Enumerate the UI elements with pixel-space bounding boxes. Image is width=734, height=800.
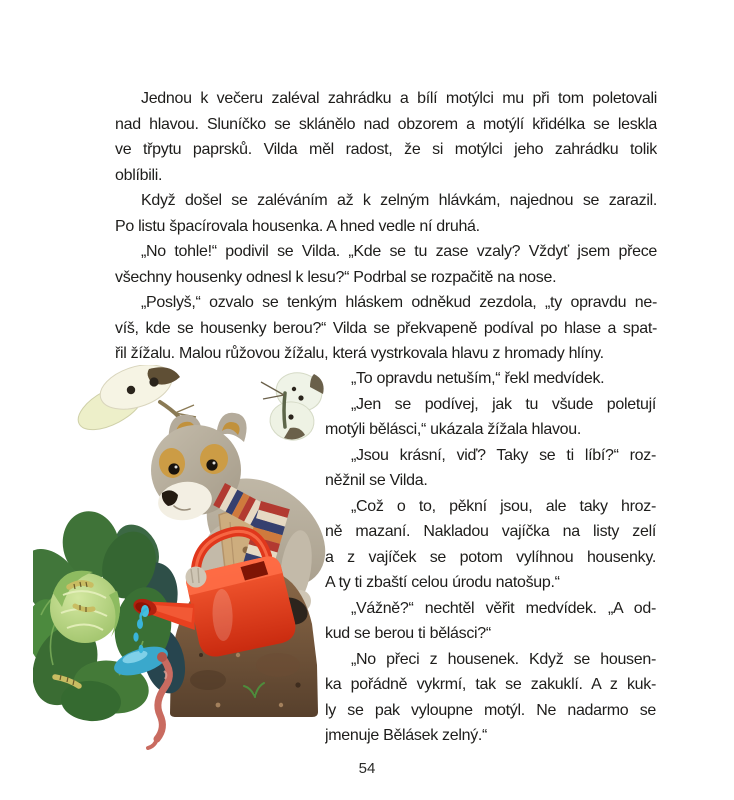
text-line: ka pořádně vykrmí, tak se zakuklí. A z kuk- xyxy=(325,676,656,693)
text-line: Po listu špacírovala housenka. A hned vedle ní druhá. xyxy=(115,217,480,235)
text-line: všechny housenky odnesl k lesu?“ Podrbal se rozpačitě na nose. xyxy=(115,268,557,286)
text-line: „Jsou krásní, viď? Taky se ti líbí?“ roz- xyxy=(351,446,656,464)
text-line: „To opravdu netuším,“ řekl medvídek. xyxy=(351,370,605,387)
text-line: Jednou k večeru zaléval zahrádku a bílí motýlci mu při tom poletovali xyxy=(141,90,657,107)
text-line: řil žížalu. Malou růžovou žížalu, která vystrkovala hlavu z hromady hlíny. xyxy=(115,345,604,362)
text-line: víš, kde se housenky berou?“ Vilda se překvapeně podíval po hlase a spat- xyxy=(115,319,657,337)
text-line: Když došel se zaléváním až k zelným hlávkám, najednou se zarazil. xyxy=(141,192,657,209)
text-line: ve třpytu paprsků. Vilda měl radost, že si motýlci jeho zahrádku tolik xyxy=(115,141,657,158)
text-line: kud se berou ti bělásci?“ xyxy=(325,625,491,642)
page-number: 54 xyxy=(358,760,376,777)
text-line: oblíbili. xyxy=(115,166,163,184)
bear-paw xyxy=(186,567,207,588)
text-line: nad hlavou. Sluníčko se sklánělo nad obzorem a motýlí křidélka se leskla xyxy=(115,115,657,133)
paragraphs-column xyxy=(325,366,656,749)
text-line: „Poslyš,“ ozvalo se tenkým hláskem odněkud zezdola, „ty opravdu ne- xyxy=(141,294,657,311)
text-line: „No přeci z housenek. Když se housen- xyxy=(351,650,656,668)
text-line: ly se pak vyloupne motýl. Ne nadarmo se xyxy=(325,701,656,719)
text-line: něžnil se Vilda. xyxy=(325,472,428,489)
text-line: A ty ti zbaští celou úrodu natošup.“ xyxy=(325,574,560,591)
text-line: a z vajíček se potom vylíhnou housenky. xyxy=(325,548,656,566)
text-line: jmenuje Bělásek zelný.“ xyxy=(325,727,488,744)
text-line: „Jen se podívej, jak tu všude poletují xyxy=(351,395,656,413)
text-line: „Což o to, pěkní jsou, ale taky hroz- xyxy=(351,497,656,515)
illustration-bear-watering xyxy=(33,365,333,755)
butterfly-icon xyxy=(261,369,325,443)
text-line: ně mazaní. Nakladou vajíčka na listy zelí xyxy=(325,523,656,540)
text-line: „No tohle!“ podivil se Vilda. „Kde se tu zase vzaly? Vždyť jsem přece xyxy=(141,243,657,260)
text-line: motýli bělásci,“ ukázala žížala hlavou. xyxy=(325,421,581,438)
text-line: „Vážně?“ nechtěl věřit medvídek. „A od- xyxy=(351,599,656,617)
paragraphs-top xyxy=(115,86,657,367)
